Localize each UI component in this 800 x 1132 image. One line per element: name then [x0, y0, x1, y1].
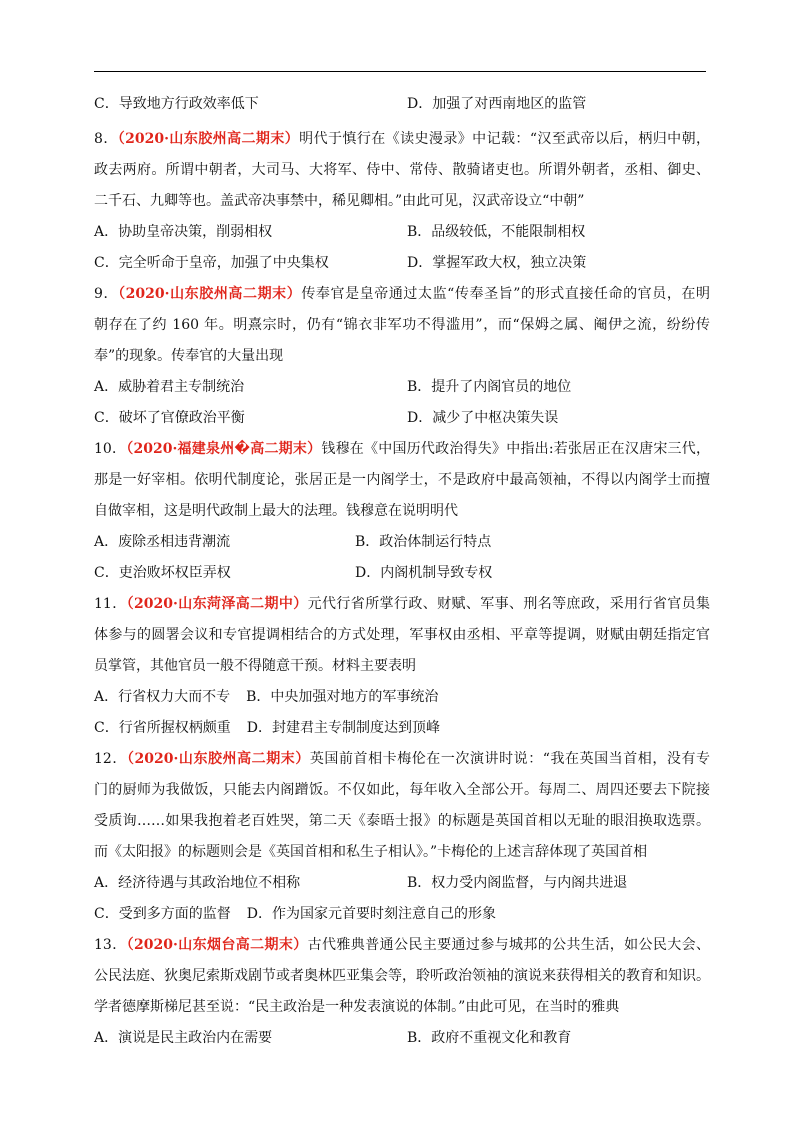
q12-source: （2020·山东胶州高二期末） [126, 751, 310, 767]
q8-option-d: D．掌握军政大权，独立决策 [407, 255, 587, 271]
q10-option-b: B．政治体制运行特点 [355, 534, 492, 550]
q8-option-b: B．品级较低，不能限制相权 [407, 224, 586, 240]
q12-option-a: A．经济待遇与其政治地位不相称 [94, 875, 301, 891]
q9-stem-line2: 朝存在了约 160 年。明熹宗时，仍有“锦衣非军功不得滥用”，而“保姆之属、阉伊之流，纷纷传 [94, 317, 710, 333]
q12-stem-line2: 门的厨师为我做饭，只能去内阁蹭饭。不仅如此，每年收入全部公开。每周二、周四还要去下院接 [94, 782, 710, 798]
q11-options-ab [94, 687, 438, 707]
q9-source: （2020·山东胶州高二期末） [118, 286, 302, 302]
q8-stem-line2: 政去两府。所谓中朝者，大司马、大将军、侍中、常侍、散骑诸吏也。所谓外朝者，丞相、御史、 [94, 162, 710, 178]
q11-option-d: D．封建君主专制制度达到顶峰 [246, 720, 440, 736]
q8-option-c: C．完全听命于皇帝，加强了中央集权 [94, 255, 329, 271]
q9-stem-line3: 奉”的现象。传奉官的大量出现 [94, 348, 284, 364]
q9-option-d: D．减少了中枢决策失误 [407, 410, 559, 426]
q7-option-c: C．导致地方行政效率低下 [94, 96, 259, 112]
q11-option-b: B．中央加强对地方的军事统治 [246, 689, 439, 705]
q13-option-a: A．演说是民主政治内在需要 [94, 1030, 273, 1046]
q13-source: （2020·山东烟台高二期末） [126, 937, 308, 953]
q9-option-a: A．威胁着君主专制统治 [94, 379, 245, 395]
q10-stem-line2: 那是一好宰相。依明代制度论，张居正是一内阁学士，不是政府中最高领袖，不得以内阁学士而擅 [94, 472, 710, 488]
q8-stem-line1: 8．（2020·山东胶州高二期末）明代于慎行在《读史漫录》中记载：“汉至武帝以后，柄归中朝， [94, 131, 710, 147]
q13-stem-line1: 13．（2020·山东烟台高二期末）古代雅典普通公民主要通过参与城邦的公共生活，如公民大会、 [94, 937, 710, 953]
q12-stem-line3: 受质询……如果我抱着老百姓哭，第二天《泰晤士报》的标题是英国首相以无耻的眼泪换取选票。 [94, 813, 710, 829]
q11-stem-line3: 员掌管，其他官员一般不得随意干预。材料主要表明 [94, 658, 416, 674]
q13-stem-line2: 公民法庭、狄奥尼索斯戏剧节或者奥林匹亚集会等，聆听政治领袖的演说来获得相关的教育和知识。 [94, 968, 710, 984]
header-rule [94, 71, 706, 72]
q10-source: （2020·福建泉州�高二期末） [126, 441, 322, 457]
q11-source: （2020·山东菏泽高二期中） [126, 596, 308, 612]
q12-option-d: D．作为国家元首要时刻注意自己的形象 [246, 906, 496, 922]
q10-stem-line3: 自做宰相，这是明代政制上最大的法理。钱穆意在说明明代 [94, 503, 458, 519]
q12-stem-line1: 12．（2020·山东胶州高二期末）英国前首相卡梅伦在一次演讲时说：“我在英国当首相，没有专 [94, 751, 710, 767]
q10-option-c: C．吏治败坏权臣弄权 [94, 565, 231, 581]
q12-options-cd [94, 904, 496, 924]
q7-option-d: D．加强了对西南地区的监管 [407, 96, 587, 112]
q12-option-b: B．权力受内阁监督，与内阁共进退 [407, 875, 628, 891]
q12-option-c: C．受到多方面的监督 [94, 906, 231, 922]
q9-stem-line1: 9．（2020·山东胶州高二期末）传奉官是皇帝通过太监“传奉圣旨”的形式直接任命的官员，在明 [94, 286, 710, 302]
q11-option-a: A．行省权力大而不专 [94, 689, 231, 705]
q8-source: （2020·山东胶州高二期末） [117, 131, 300, 147]
q11-stem-line1: 11．（2020·山东菏泽高二期中）元代行省所掌行政、财赋、军事、刑名等庶政，采用行省官员集 [94, 596, 710, 612]
q9-option-b: B．提升了内阁官员的地位 [407, 379, 572, 395]
q11-options-cd [94, 718, 440, 738]
q9-option-c: C．破坏了官僚政治平衡 [94, 410, 245, 426]
q10-option-a: A．废除丞相违背潮流 [94, 534, 231, 550]
q13-option-b: B．政府不重视文化和教育 [407, 1030, 572, 1046]
q8-stem-line3: 二千石、九卿等也。盖武帝决事禁中，稀见卿相。”由此可见，汉武帝设立“中朝” [94, 193, 585, 209]
q11-stem-line2: 体参与的圆署会议和专官提调相结合的方式处理，军事权由丞相、平章等提调，财赋由朝廷指定官 [94, 627, 710, 643]
q8-option-a: A．协助皇帝决策，削弱相权 [94, 224, 273, 240]
q11-option-c: C．行省所握权柄颇重 [94, 720, 231, 736]
q10-stem-line1: 10．（2020·福建泉州�高二期末）钱穆在《中国历代政治得失》中指出:若张居正在汉唐宋三代， [94, 441, 710, 457]
q10-option-d: D．内阁机制导致专权 [355, 565, 493, 581]
q12-stem-line4: 而《太阳报》的标题则会是《英国首相和私生子相认》。”卡梅伦的上述言辞体现了英国首相 [94, 844, 648, 860]
q13-stem-line3: 学者德摩斯梯尼甚至说：“民主政治是一种发表演说的体制。”由此可见，在当时的雅典 [94, 999, 620, 1015]
